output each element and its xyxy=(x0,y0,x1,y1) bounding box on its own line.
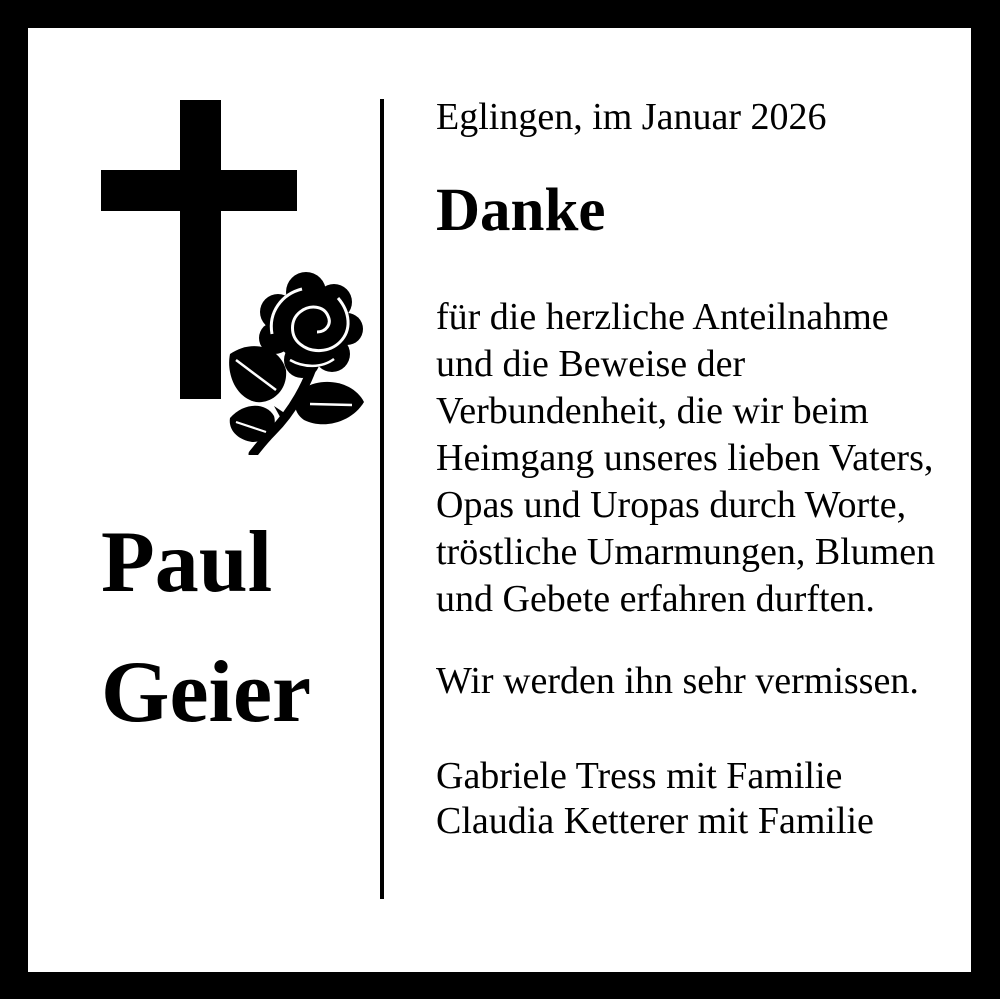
dateline: Eglingen, im Januar 2026 xyxy=(436,96,827,138)
body-line: Heimgang unseres lieben Vaters, xyxy=(436,437,934,479)
farewell-text: Wir werden ihn sehr vermissen. xyxy=(436,660,919,702)
thanks-body xyxy=(436,294,935,623)
signature-line: Gabriele Tress mit Familie xyxy=(436,755,843,797)
body-line: tröstliche Umarmungen, Blumen xyxy=(436,531,936,573)
latin-cross-icon xyxy=(180,100,221,399)
deceased-first-name: Paul xyxy=(101,514,273,611)
body-line: und die Beweise der xyxy=(436,343,746,385)
body-line: Verbundenheit, die wir beim xyxy=(436,390,869,432)
body-line: und Gebete erfahren durften. xyxy=(436,578,875,620)
body-line: Opas und Uropas durch Worte, xyxy=(436,484,907,526)
deceased-name xyxy=(101,498,311,758)
obituary-card xyxy=(28,28,971,972)
deceased-last-name: Geier xyxy=(101,644,312,741)
signature-line: Claudia Ketterer mit Familie xyxy=(436,800,874,842)
latin-cross-icon-arm xyxy=(101,170,297,211)
column-divider xyxy=(380,99,384,899)
thanks-heading: Danke xyxy=(436,177,606,244)
signatures xyxy=(436,754,874,844)
body-line: für die herzliche Anteilnahme xyxy=(436,296,889,338)
rose-icon xyxy=(220,272,368,455)
